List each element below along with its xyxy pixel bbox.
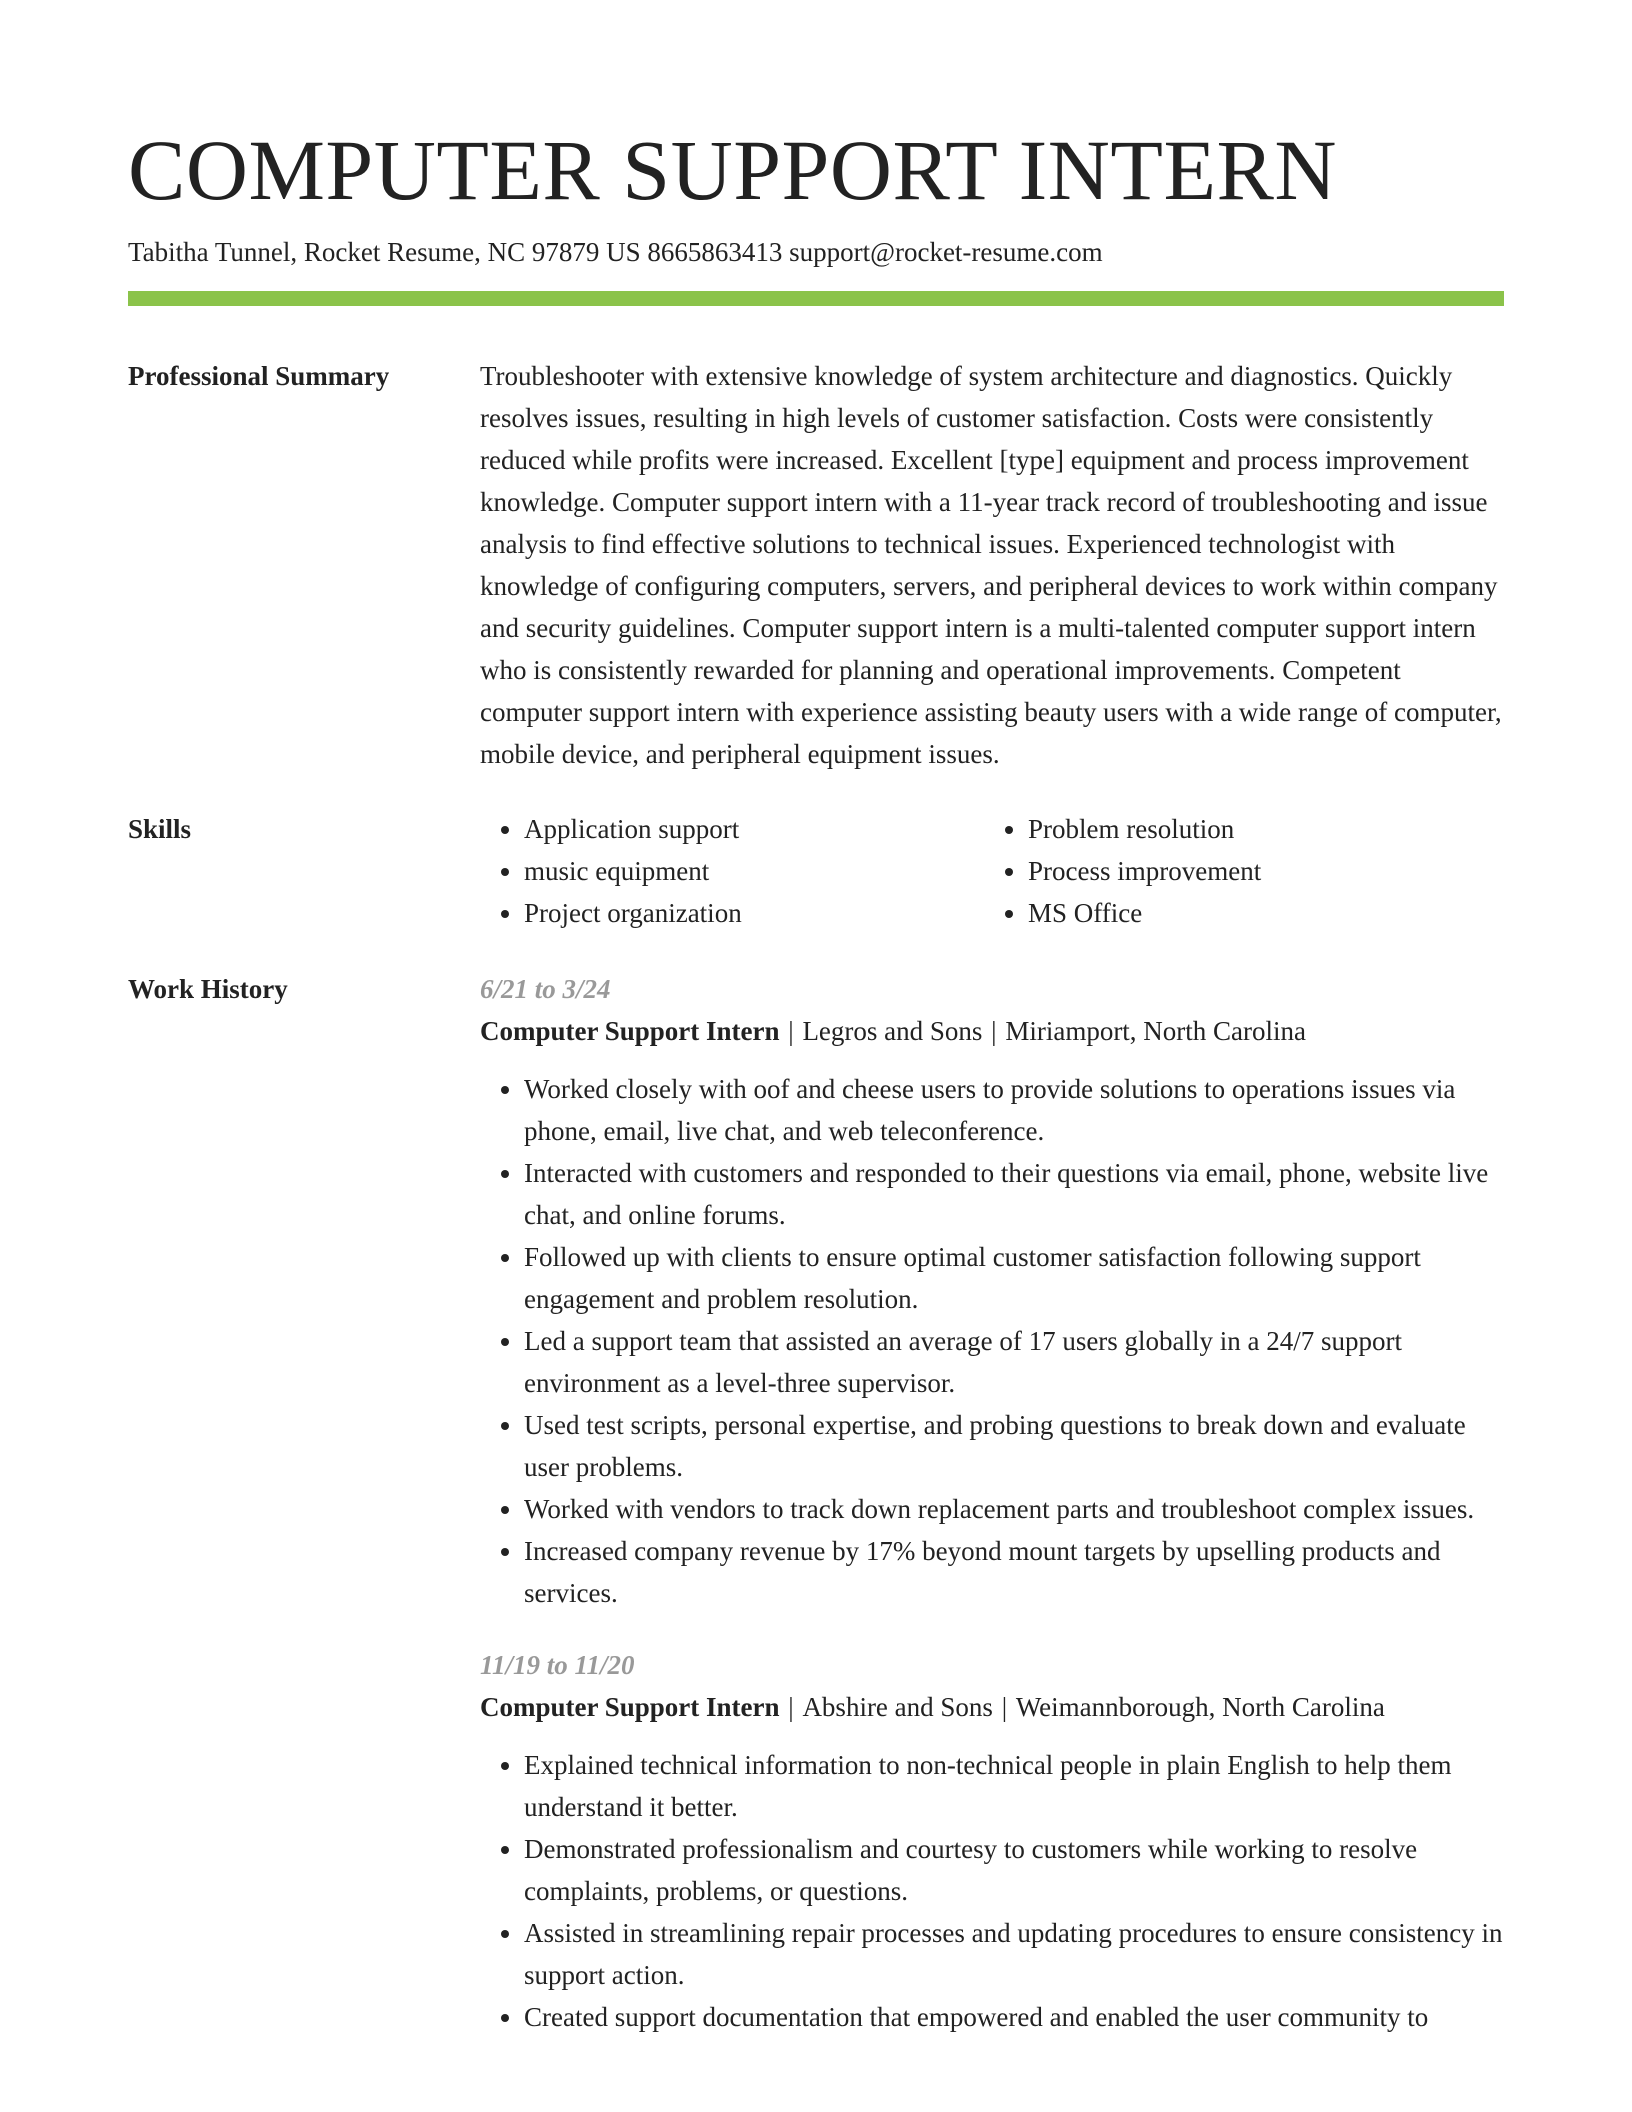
list-item: • Worked closely with oof and cheese users to provide solutions to operations issues via phone, email, live chat, and web teleconference. (524, 1068, 1504, 1152)
job-header: Computer Support Intern | Abshire and Sons | Weimannborough, North Carolina (480, 1692, 1385, 1722)
list-item: • Explained technical information to non-technical people in plain English to help them understand it better. (524, 1744, 1504, 1828)
job-bullets (480, 1068, 1504, 1614)
list-item: • Demonstrated professionalism and courtesy to customers while working to resolve complaints, problems, or questions. (524, 1828, 1504, 1912)
accent-divider (128, 291, 1504, 306)
resume-page (128, 0, 1504, 2038)
job-bullets (480, 1744, 1504, 2038)
skill-item: • Problem resolution (1028, 808, 1488, 850)
list-item: • Interacted with customers and responded to their questions via email, phone, website live chat, and online forums. (524, 1152, 1504, 1236)
contact-info: Tabitha Tunnel, Rocket Resume, NC 97879 US 8665863413 support@rocket-resume.com (128, 237, 1103, 267)
list-item: • Increased company revenue by 17% beyond mount targets by upselling products and services. (524, 1530, 1504, 1614)
job-location: Miriamport, North Carolina (1005, 1016, 1307, 1046)
skills-column-left (480, 808, 984, 934)
list-item: • Used test scripts, personal expertise, and probing questions to break down and evaluate user problems. (524, 1404, 1504, 1488)
list-item: • Assisted in streamlining repair processes and updating procedures to ensure consistency in support action. (524, 1912, 1504, 1996)
skills-section (128, 808, 1504, 934)
job-title: Computer Support Intern (480, 1692, 780, 1722)
work-history-section (128, 968, 1504, 2038)
skill-item: • Project organization (524, 892, 984, 934)
job-dates: 6/21 to 3/24 (480, 974, 611, 1004)
job-company: Abshire and Sons (802, 1692, 993, 1722)
skill-item: • music equipment (524, 850, 984, 892)
job-title: Computer Support Intern (480, 1016, 780, 1046)
skill-item: • Application support (524, 808, 984, 850)
resume-title: COMPUTER SUPPORT INTERN (128, 122, 1337, 218)
skills-grid (480, 808, 1504, 934)
skills-column-right (984, 808, 1488, 934)
summary-paragraph: Troubleshooter with extensive knowledge of system architecture and diagnostics. Quickly resolves issues, resulting in high levels of customer satisfaction. Costs were consistently reduced while profits were increased. Excellent [type] equipment and process improvement knowledge. Computer support intern with a 11-year track record of troubleshooting and issue analysis to find effective solutions to technical issues. Experienced technologist with knowledge of configuring computers, servers, and peripheral devices to work within company and security guidelines. Computer support intern is a multi-talented computer support intern who is consistently rewarded for planning and operational improvements. Competent computer support intern with experience assisting beauty users with a wide range of computer, mobile device, and peripheral equipment issues. (480, 361, 1502, 769)
job-entry (480, 1644, 1504, 2038)
list-item: • Led a support team that assisted an average of 17 users globally in a 24/7 support environment as a level-three supervisor. (524, 1320, 1504, 1404)
job-header: Computer Support Intern | Legros and Sons | Miriamport, North Carolina (480, 1016, 1307, 1046)
list-item: • Followed up with clients to ensure optimal customer satisfaction following support engagement and problem resolution. (524, 1236, 1504, 1320)
job-entry (480, 968, 1504, 1614)
job-company: Legros and Sons (802, 1016, 983, 1046)
list-item: • Worked with vendors to track down replacement parts and troubleshoot complex issues. (524, 1488, 1504, 1530)
list-item: • Created support documentation that empowered and enabled the user community to (524, 1996, 1504, 2038)
skill-item: • Process improvement (1028, 850, 1488, 892)
section-heading: Work History (128, 974, 288, 1004)
job-location: Weimannborough, North Carolina (1015, 1692, 1385, 1722)
section-heading: Skills (128, 814, 192, 844)
skill-item: • MS Office (1028, 892, 1488, 934)
section-heading: Professional Summary (128, 361, 390, 391)
job-dates: 11/19 to 11/20 (480, 1650, 635, 1680)
professional-summary-section (128, 355, 1504, 775)
